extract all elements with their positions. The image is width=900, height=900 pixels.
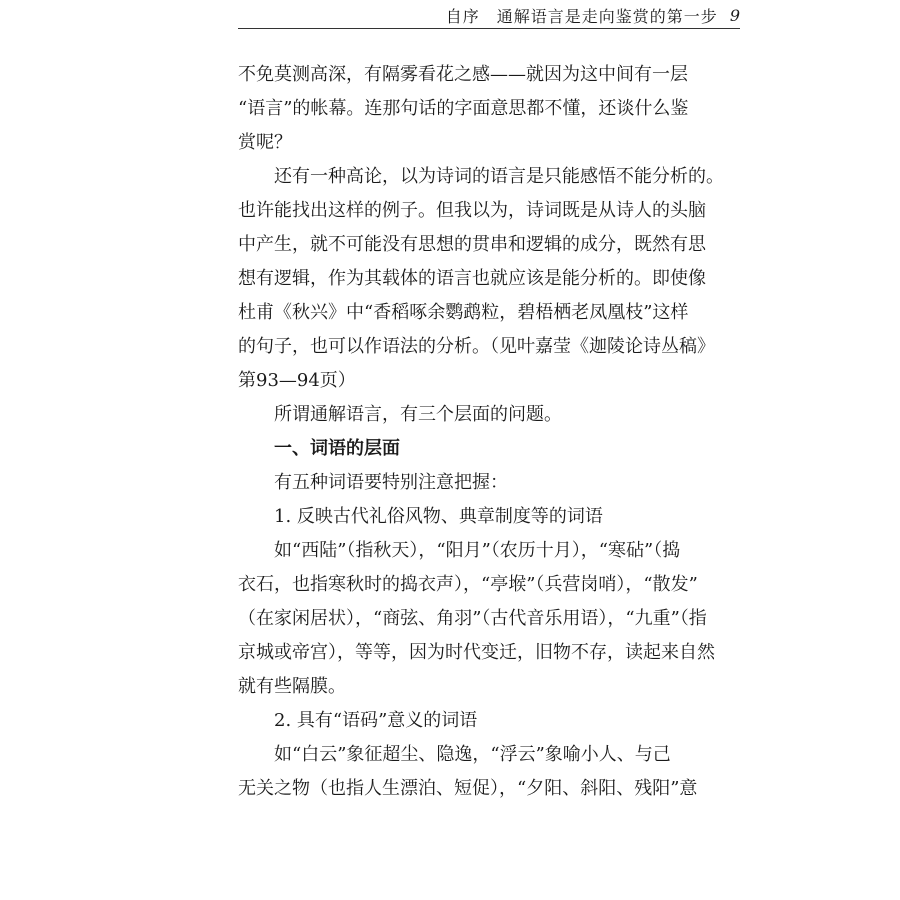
text-line: 想有逻辑，作为其载体的语言也就应该是能分析的。即使像: [238, 268, 706, 289]
text-line: 如“西陆”（指秋天），“阳月”（农历十月），“寒砧”（捣: [274, 540, 681, 561]
text-line: 第93—94页）: [238, 370, 356, 391]
text-line: 所谓通解语言，有三个层面的问题。: [274, 404, 562, 425]
text-line: 1. 反映古代礼俗风物、典章制度等的词语: [274, 506, 603, 527]
text-line: 还有一种高论，以为诗词的语言是只能感悟不能分析的。: [274, 166, 724, 187]
text-line: （在家闲居状），“商弦、角羽”（古代音乐用语），“九重”（指: [238, 608, 707, 629]
text-line: 赏呢？: [238, 132, 292, 153]
text-line: 如“白云”象征超尘、隐逸，“浮云”象喻小人、与己: [274, 744, 671, 765]
text-line: 不免莫测高深，有隔雾看花之感——就因为这中间有一层: [238, 64, 688, 85]
running-title: 自序 通解语言是走向鉴赏的第一步: [445, 6, 718, 26]
text-line: 杜甫《秋兴》中“香稻啄余鹦鹉粒，碧梧栖老凤凰枝”这样: [238, 302, 689, 323]
running-header: [238, 2, 740, 29]
text-line: “语言”的帐幕。连那句话的字面意思都不懂，还谈什么鉴: [238, 98, 689, 119]
text-line: 2. 具有“语码”意义的词语: [274, 710, 478, 731]
page-number: 9: [729, 5, 740, 25]
text-line: 京城或帝宫），等等，因为时代变迁，旧物不存，读起来自然: [238, 642, 715, 663]
text-line: 无关之物（也指人生漂泊、短促），“夕阳、斜阳、残阳”意: [238, 778, 698, 799]
text-line: 的句子，也可以作语法的分析。（见叶嘉莹《迦陵论诗丛稿》: [238, 336, 715, 357]
text-line: 就有些隔膜。: [238, 676, 346, 697]
text-line: 衣石，也指寒秋时的捣衣声），“亭堠”（兵营岗哨），“散发”: [238, 574, 698, 595]
text-line: 也许能找出这样的例子。但我以为，诗词既是从诗人的头脑: [238, 200, 706, 221]
section-heading: 一、词语的层面: [274, 438, 400, 459]
body-text: [238, 58, 748, 806]
text-line: 有五种词语要特别注意把握：: [274, 472, 508, 493]
text-line: 中产生，就不可能没有思想的贯串和逻辑的成分，既然有思: [238, 234, 706, 255]
